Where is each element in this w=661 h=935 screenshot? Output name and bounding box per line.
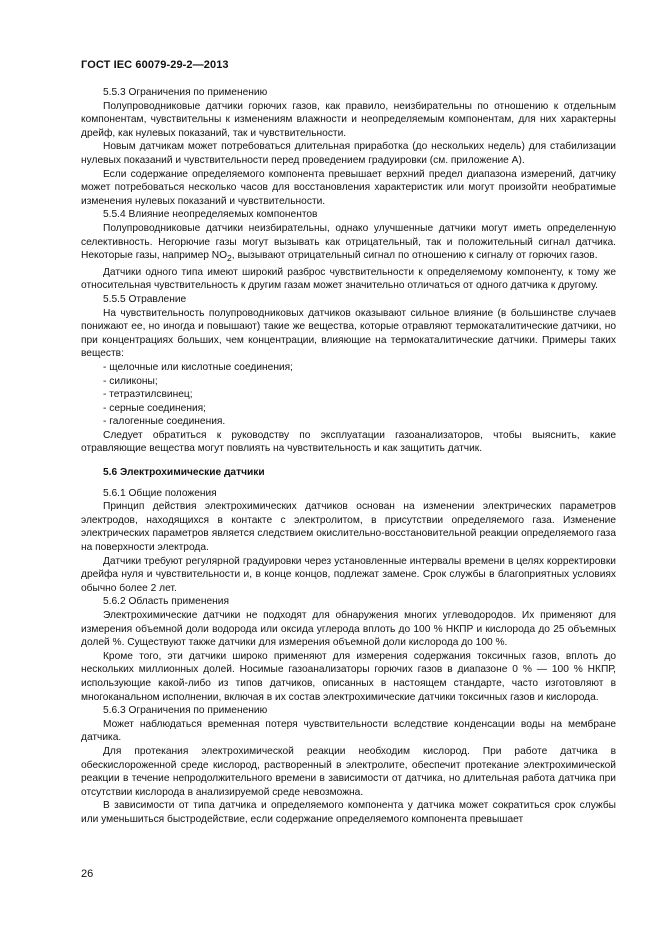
paragraph: Если содержание определяемого компонента превышает верхний предел диапазона измерений, датчику может потребоваться несколько часов для восстановления характеристик или могут произойти необратимые изменения нулевых показаний и чувствительности.: [81, 168, 616, 207]
paragraph: Полупроводниковые датчики горючих газов, как правило, неизбирательны по отношению к отдельным компонентам, чувствительны к изменениям влажности и неопределяемым компонентам, для них характерны дрейф, как нулевых показаний, так и чувствительности.: [81, 100, 616, 139]
paragraph: [81, 222, 616, 266]
section-5-6-2-title: 5.6.2 Область применения: [103, 596, 229, 608]
list-item: - тетраэтилсвинец;: [103, 389, 193, 401]
section-5-6-1-title: 5.6.1 Общие положения: [103, 487, 217, 499]
paragraph: Кроме того, эти датчики широко применяют для измерения содержания токсичных газов, вплоть до нескольких миллионных долей. Носимые газоанализаторы горючих газов в диапазоне 0 % — 100 % НКПР, использующие какой-либо из типов датчиков, описанных в настоящем стандарте, часто изготовляют в многоканальном исполнении, включая в их состав электрохимические датчики токсичных газов и кислорода.: [81, 650, 616, 703]
section-5-5-4-title: 5.5.4 Влияние неопределяемых компонентов: [103, 209, 318, 221]
paragraph: В зависимости от типа датчика и определяемого компонента у датчика может сократиться срок службы или уменьшиться быстродействие, если содержание определяемого компонента превышает: [81, 800, 616, 825]
subscript: 2: [227, 253, 232, 264]
paragraph: На чувствительность полупроводниковых датчиков оказывают сильное влияние (в большинстве случаев понижают ее, но иногда и повышают) такие же вещества, которые отравляют термокаталитические датчики, но при концентрациях больших, чем концентрации, влияющие на термокаталитические датчики. Примеры таких веществ:: [81, 307, 616, 360]
list-item: - галогенные соединения.: [103, 416, 226, 428]
paragraph: Для протекания электрохимической реакции необходим кислород. При работе датчика в обескислороженной среде кислород, растворенный в электролите, обеспечит протекание электрохимической реакции в течение непродолжительного времени в зависимости от датчика, но длительная работа датчика при отсутствии кислорода в анализируемой среде невозможна.: [81, 745, 616, 798]
paragraph: Следует обратиться к руководству по эксплуатации газоанализаторов, чтобы выяснить, какие отравляющие вещества могут повлиять на чувствительность и как защитить датчик.: [81, 429, 616, 455]
paragraph: Датчики одного типа имеют широкий разброс чувствительности к определяемому компоненту, к тому же относительная чувствительность к другим газам может значительно отличаться от одного датчика к другому.: [81, 266, 616, 292]
paragraph: Электрохимические датчики не подходят для обнаружения многих углеводородов. Их применяют для измерения объемной доли водорода или оксида углерода вплоть до 100 % НКПР и кислорода до 25 объемных долей %. Существуют также датчики для измерения объемной доли кислорода до 100 %.: [81, 610, 616, 649]
section-5-6-3-title: 5.6.3 Ограничения по применению: [103, 705, 268, 717]
paragraph: Датчики требуют регулярной градуировки через установленные интервалы времени в целях корректировки дрейфа нуля и чувствительности и, в конце концов, подлежат замене. Срок службы в благоприятных условиях обычно более 2 лет.: [81, 555, 616, 594]
substance-list: [81, 361, 616, 429]
section-5-5-5-title: 5.5.5 Отравление: [103, 293, 187, 305]
section-5-5-3-title: 5.5.3 Ограничения по применению: [103, 87, 268, 98]
document-body: [81, 86, 616, 827]
list-item: - серные соединения;: [103, 402, 206, 414]
paragraph-text: Полупроводниковые датчики неизбирательны, однако улучшенные датчики могут иметь определенную селективность. Негорючие газы могут вызывать как отрицательный, так и положительный сигнал датчика. Некоторые газы, например NO: [81, 222, 616, 262]
paragraph-text: , вызывают отрицательный сигнал по отношению к сигналу от горючих газов.: [231, 250, 598, 262]
page-number: 26: [81, 868, 94, 880]
paragraph: Может наблюдаться временная потеря чувствительности вследствие конденсации воды на мембране датчика.: [81, 718, 616, 744]
list-item: - щелочные или кислотные соединения;: [103, 361, 293, 373]
list-item: - силиконы;: [103, 375, 158, 387]
document-header: ГОСТ IEC 60079-29-2—2013: [81, 59, 229, 71]
section-5-6-title: 5.6 Электрохимические датчики: [103, 467, 265, 479]
paragraph: Принцип действия электрохимических датчиков основан на изменении электрических параметров электродов, находящихся в контакте с электролитом, в присутствии определяемого газа. Изменение электрических параметров является следствием окислительно-восстановительной реакции определяемого газа на поверхности электрода.: [81, 501, 616, 554]
paragraph: Новым датчикам может потребоваться длительная приработка (до нескольких недель) для стабилизации нулевых показаний и чувствительности перед проведением градуировки (см. приложение А).: [81, 141, 616, 166]
